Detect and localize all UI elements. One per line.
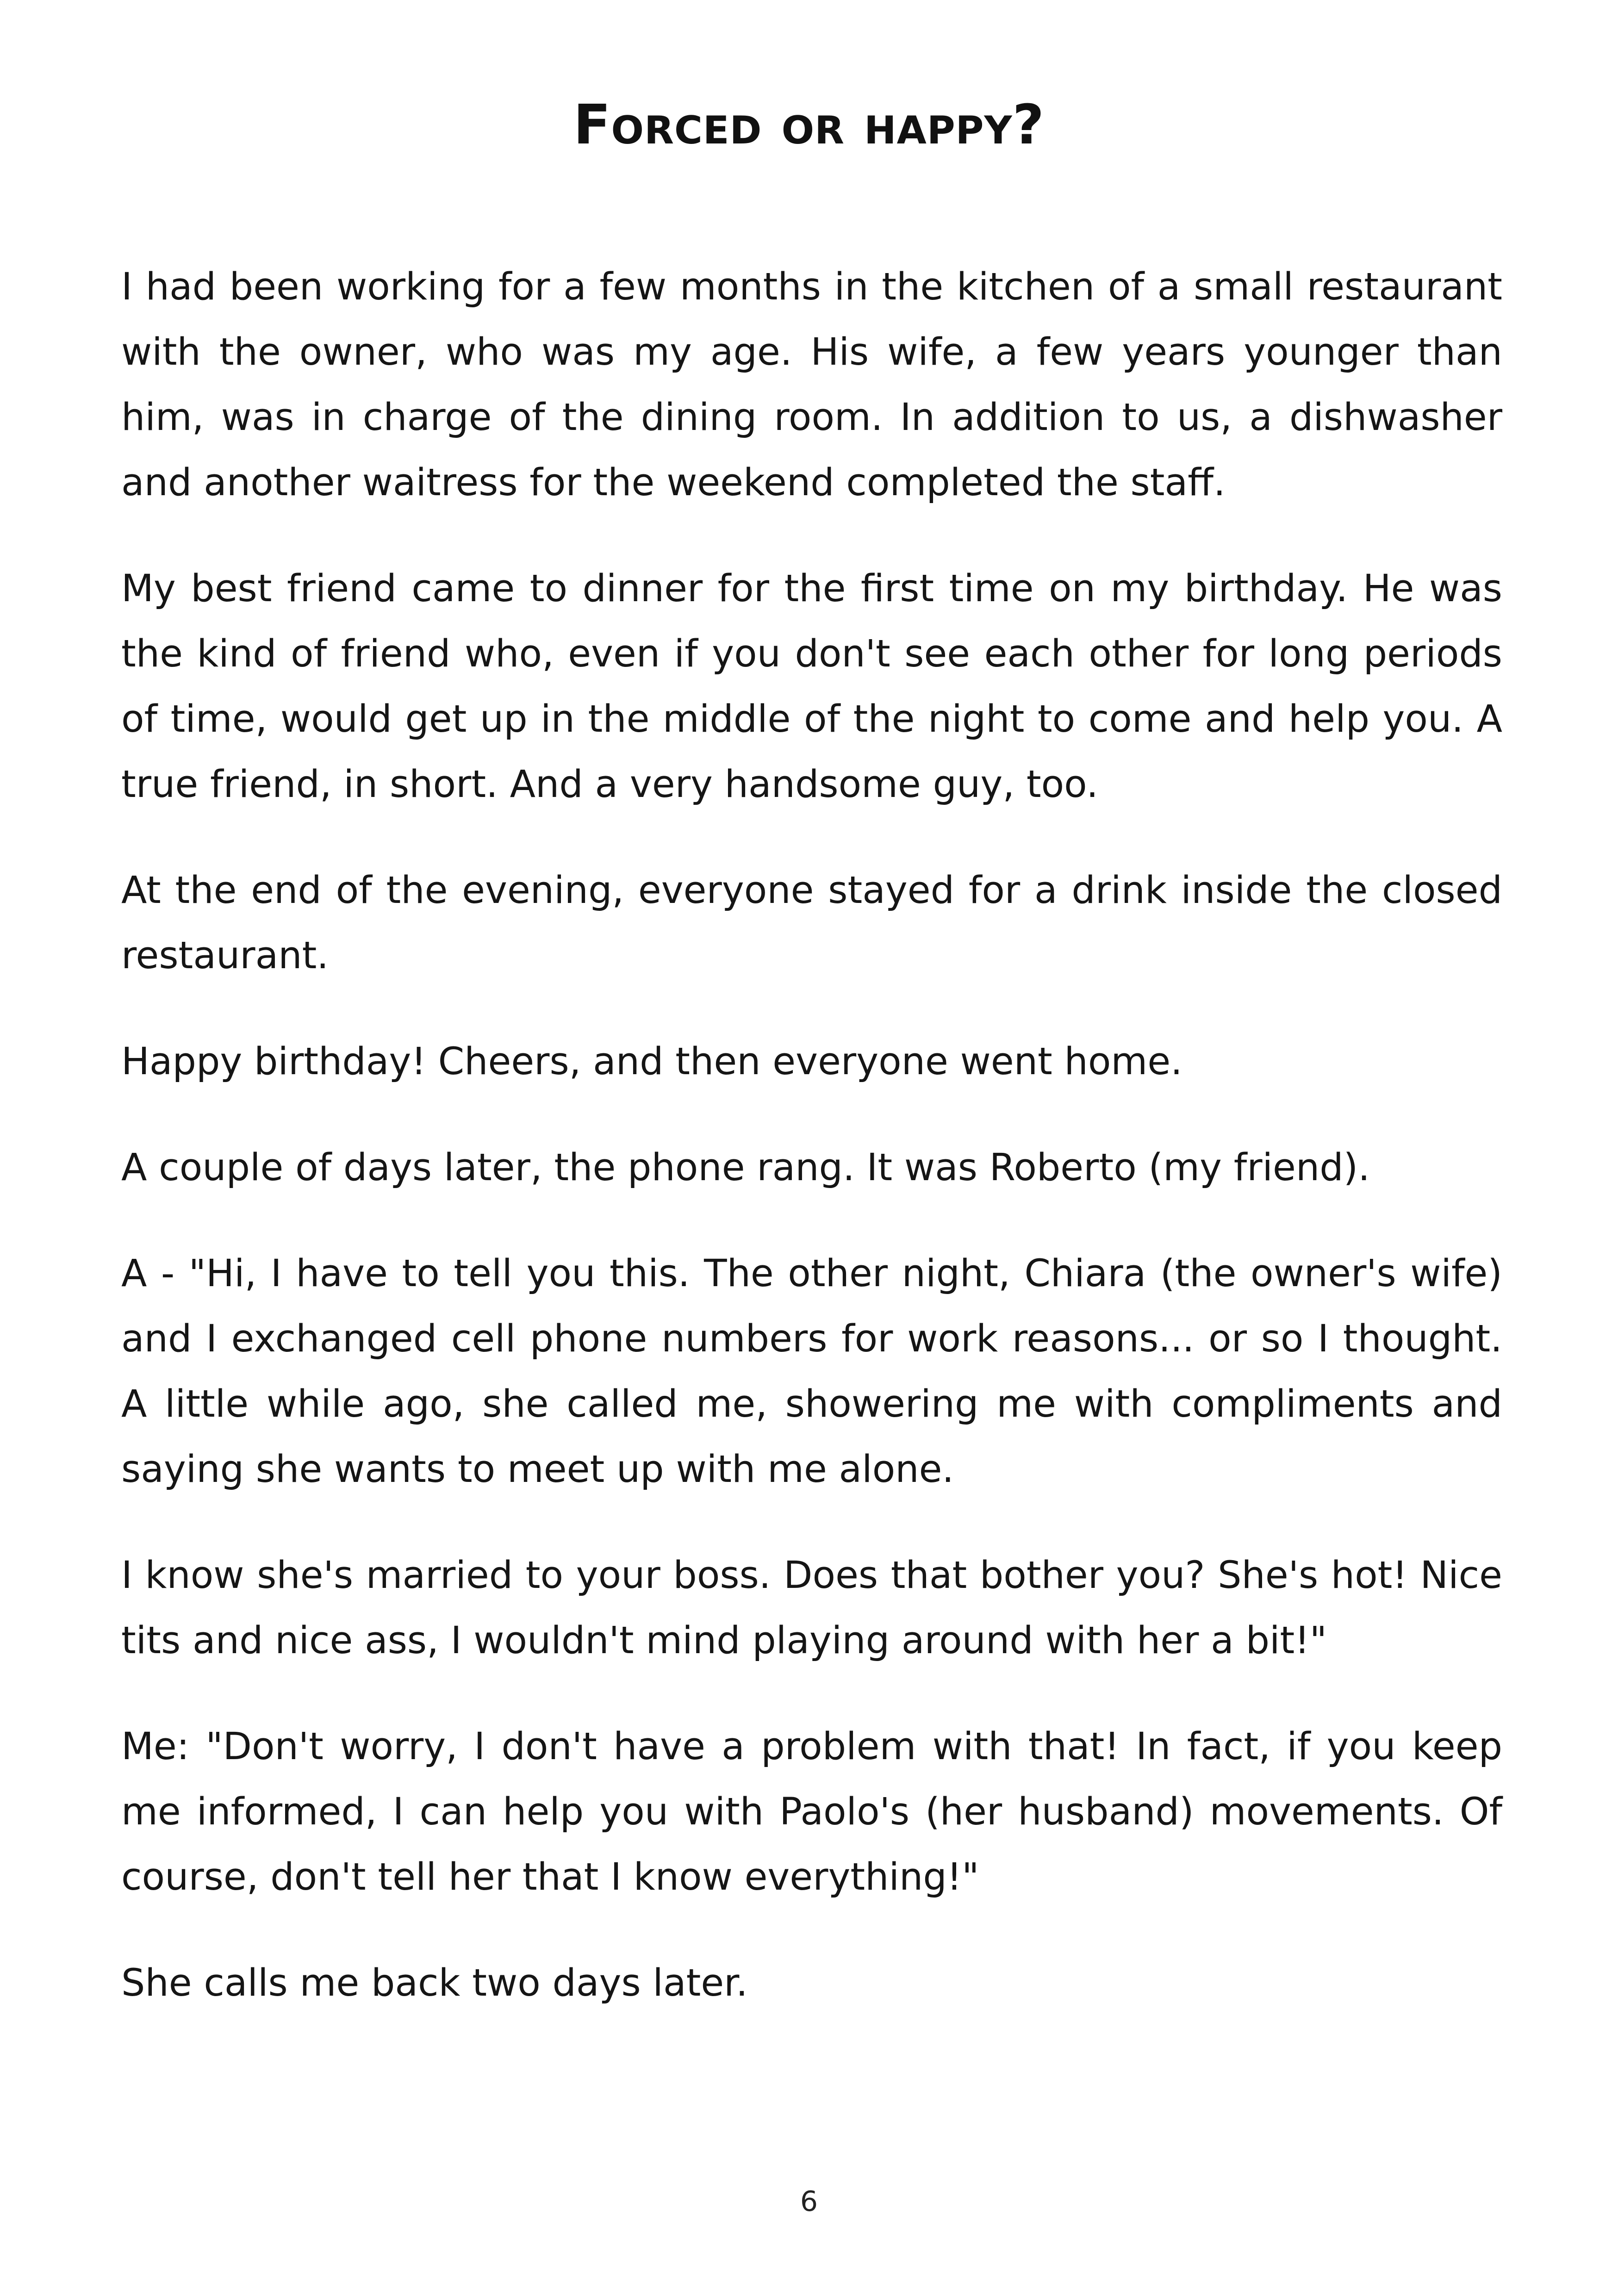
body-text bbox=[121, 255, 1502, 2057]
paragraph-3: At the end of the evening, everyone stayed for a drink inside the closed restaurant. bbox=[121, 869, 1502, 977]
paragraph-2: My best friend came to dinner for the first time on my birthday. He was the kind of friend who, even if you don't see each other for long periods of time, would get up in the middle of the night to come and help you. A true friend, in short. And a very handsome guy, too. bbox=[121, 567, 1502, 806]
paragraph-4: Happy birthday! Cheers, and then everyone went home. bbox=[121, 1040, 1182, 1083]
paragraph-6: A - "Hi, I have to tell you this. The other night, Chiara (the owner's wife) and I exchanged cell phone numbers for work reasons... or so I thought. A little while ago, she called me, showering me with compliments and saying she wants to meet up with me alone. bbox=[121, 1252, 1502, 1491]
paragraph-1: I had been working for a few months in the kitchen of a small restaurant with the owner, who was my age. His wife, a few years younger than him, was in charge of the dining room. In addition to us, a dishwasher and another waitress for the weekend completed the staff. bbox=[121, 265, 1502, 504]
paragraph-7: I know she's married to your boss. Does that bother you? She's hot! Nice tits and nice ass, I wouldn't mind playing around with her a bit!" bbox=[121, 1554, 1502, 1662]
page-number: 6 bbox=[800, 2185, 818, 2218]
paragraph-5: A couple of days later, the phone rang. It was Roberto (my friend). bbox=[121, 1146, 1370, 1189]
paragraph-9: She calls me back two days later. bbox=[121, 1961, 748, 2005]
paragraph-8: Me: "Don't worry, I don't have a problem with that! In fact, if you keep me informed, I can help you with Paolo's (her husband) movements. Of course, don't tell her that I know everything!" bbox=[121, 1725, 1502, 1899]
chapter-title: Forced or happy? bbox=[573, 93, 1045, 156]
